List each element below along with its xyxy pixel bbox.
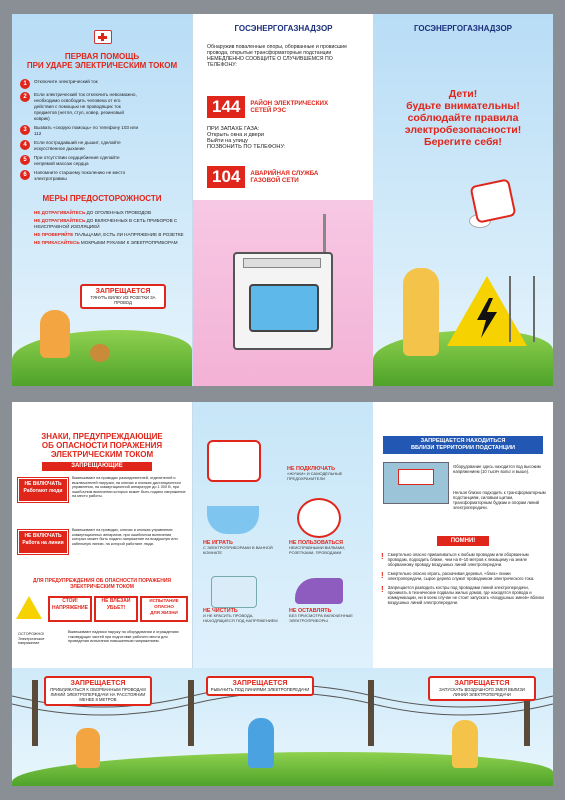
substation-p2: Нельзя близко подходить к трансформаторным подстанциям, силовым щитам, трансформаторным будкам и опорам линий электропередачи. — [453, 490, 546, 510]
phones-panel — [192, 14, 375, 386]
sign-do-not-climb: НЕ ВЛЕЗАЙ УБЬЕТ! — [94, 596, 138, 622]
gosenergogaznadzor-header: ГОСЭНЕРГОГАЗНАДЗОР — [413, 24, 513, 33]
signs-title: ЗНАКИ, ПРЕДУПРЕЖДАЮЩИЕ ОБ ОПАСНОСТИ ПОРАЖЕНИЯ ЭЛЕКТРИЧЕСКИМ ТОКОМ — [41, 432, 163, 459]
banner-fishing: ЗАПРЕЩАЕТСЯ РЫБАЧИТЬ ПОД ЛИНИЯМИ ЭЛЕКТРОПЕРЕДАЧИ — [206, 676, 314, 696]
gas-pipe — [323, 214, 326, 252]
first-aid-panel — [12, 14, 192, 386]
illustration-strip — [12, 668, 553, 786]
list-item: 3 Вызвать «скорую помощь» по телефону 103 или 112 — [20, 125, 140, 137]
exclamation-icon: ! — [381, 571, 384, 580]
girl-illustration — [403, 268, 439, 356]
list-item: НЕ ДОТРАГИВАЙТЕСЬ ДО ОГОЛЕННЫХ ПРОВОДОВ — [34, 210, 152, 215]
paint-brush-illustration — [211, 576, 257, 608]
power-pole — [32, 680, 38, 746]
broken-plug-illustration — [297, 498, 341, 538]
list-item: 6 Напомните старшему поколению не место электротравмы — [20, 170, 140, 182]
exclamation-icon: ! — [381, 552, 384, 561]
brochure-inside — [12, 402, 553, 786]
banner-broken-wires: ЗАПРЕЩАЕТСЯ ПРИБЛИЖАТЬСЯ К ОБОРВАННЫМ ПРОВОДАМ ЛИНИЙ ЭЛЕКТРОПЕРЕДАЧИ НА РАССТОЯНИИ МЕНЕЕ 8 МЕТРОВ — [44, 676, 152, 706]
substation-p1: Оборудование здесь находится под высоким напряжением (10 тысяч вольт и выше). — [453, 464, 541, 474]
fishing-boy-illustration — [248, 718, 274, 768]
iron-illustration — [295, 578, 343, 604]
boy-illustration — [40, 310, 70, 358]
kite-girl-illustration — [452, 720, 478, 768]
precautions-list — [34, 208, 184, 248]
list-item: 5 При отсутствии сердцебиения сделайте непрямой массаж сердца — [20, 155, 140, 167]
phone-number: 144 — [207, 96, 245, 118]
list-item: ! Смертельно опасно играть, раскачивая деревья, «близ» линии электропередачи, сырое дерево служит проводником электрического тока. — [381, 571, 535, 581]
sign1-description: Вывешивают на приводах разъединителей, отделителей и выключателей нагрузки, на ключах и кнопках дистанционного управления, на коммутационной аппаратуре до 1 000 В, при ошибочном включении которых может быть подано напряжение на место работы. — [72, 476, 186, 499]
list-item: НЕ ДОТРАГИВАЙТЕСЬ ДО ВКЛЮЧЕННЫХ В СЕТЬ ПРИБОРОВ С НЕИСПРАВНОЙ ИЗОЛЯЦИЕЙ — [34, 218, 178, 229]
list-item: 2 Если электрический ток отключить невозможно, необходимо освободить человека от его действия с помощью не проводящих ток предметов (нетля, стул, ковер, резиновый коврик) — [20, 92, 140, 122]
first-aid-kit-icon — [94, 30, 112, 44]
forbidden-plate: ЗАПРЕЩАЕТСЯ ТЯНУТЬ ВИЛКУ ИЗ РОЗЕТКИ ЗА ПРОВОД — [80, 284, 166, 309]
caution-description: Вывешивают надписи наружу на оборудовании и ограждениях токоведущих частей при подготовке рабочего места для проведения испытания повышенным напряжением. — [68, 630, 179, 644]
list-item: 4 Если пострадавший не дышит, сделайте искусственное дыхание — [20, 140, 140, 152]
rule-item: НЕ ПОДКЛЮЧАТЬ «ЖУЧКИ» И САМОДЕЛЬНЫЕ ПРЕДОХРАНИТЕЛИ — [287, 466, 343, 481]
boy-illustration — [76, 728, 100, 768]
cover-panel — [373, 14, 553, 386]
power-pole — [368, 680, 374, 746]
rule-item: НЕ ИГРАТЬ С ЭЛЕКТРОПРИБОРАМИ В ВАННОЙ КОМНАТЕ — [203, 540, 273, 555]
caution-label: ОСТОРОЖНО! Электрическое напряжение — [18, 632, 45, 646]
rule-item: НЕ ОСТАВЛЯТЬ БЕЗ ПРИСМОТРА ВКЛЮЧЕННЫЕ ЭЛЕКТРОПРИБОРЫ — [289, 608, 353, 623]
phone-number: 104 — [207, 166, 245, 188]
list-item: НЕ ПРОВЕРЯЙТЕ ПАЛЬЦАМИ, ЕСТЬ ЛИ НАПРЯЖЕНИЕ В РОЗЕТКЕ — [34, 232, 184, 237]
sign-do-not-switch-line-work: НЕ ВКЛЮЧАТЬ Работа на линии — [18, 530, 68, 554]
first-aid-title: ПЕРВАЯ ПОМОЩЬ ПРИ УДАРЕ ЭЛЕКТРИЧЕСКИМ ТОКОМ — [26, 52, 178, 70]
sign-test-dangerous: ИСПЫТАНИЕ ОПАСНО ДЛЯ ЖИЗНИ — [140, 596, 188, 622]
lightning-mascot-illustration — [469, 178, 516, 223]
list-item: НЕ ПРИКАСАЙТЕСЬ МОКРЫМИ РУКАМИ К ЭЛЕКТРОПРИБОРАМ — [34, 240, 178, 245]
brochure-outside — [12, 14, 553, 386]
safety-slogan: Дети! будьте внимательны! соблюдайте правила электробезопасности! Берегите себя! — [404, 88, 522, 148]
bathtub-illustration — [207, 506, 259, 534]
lightning-triangle-icon — [16, 596, 42, 619]
phone-104: 104 АВАРИЙНАЯ СЛУЖБА ГАЗОВОЙ СЕТИ — [207, 166, 330, 188]
sign2-description: Вывешивают на приводах, ключах и кнопках управления коммутационных аппаратов, при ошибочном включении которых может быть подано напряжение на воздушную или кабельную линию, на которой работают люди. — [72, 528, 178, 546]
gosenergogaznadzor-header: ГОСЭНЕРГОГАЗНАДЗОР — [234, 24, 333, 33]
socket-character-illustration — [207, 440, 261, 482]
phone-144: 144 РАЙОН ЭЛЕКТРИЧЕСКИХ СЕТЕЙ РЭС — [207, 96, 330, 118]
warning-header: ДЛЯ ПРЕДУПРЕЖДЕНИЯ ОБ ОПАСНОСТИ ПОРАЖЕНИЯ ЭЛЕКТРИЧЕСКИМ ТОКОМ — [32, 578, 172, 590]
substation-illustration — [383, 462, 449, 504]
sign-do-not-switch-people-working: НЕ ВКЛЮЧАТЬ Работают люди — [18, 478, 68, 502]
exclamation-icon: ! — [381, 585, 384, 594]
rule-item: НЕ ПОЛЬЗОВАТЬСЯ НЕИСПРАВНЫМИ ВИЛКАМИ, РОЗЕТКАМИ, ПРОВОДАМИ — [289, 540, 346, 555]
first-aid-steps — [20, 76, 140, 185]
banner-kite: ЗАПРЕЩАЕТСЯ ЗАПУСКАТЬ ВОЗДУШНОГО ЗМЕЯ ВБЛИЗИ ЛИНИЙ ЭЛЕКТРОПЕРЕДАЧИ — [428, 676, 536, 701]
list-item: ! Смертельно опасно приваливаться к любым проводам или оборванным проводам, подходить ближе, чем на 8–10 метров к лежащему на земле оборванному проводу воздушных линий электропередачи. — [381, 552, 529, 567]
sign-stop-voltage: СТОЙ! НАПРЯЖЕНИЕ — [48, 596, 92, 622]
gas-instructions: ПРИ ЗАПАХЕ ГАЗА: Открыть окна и двери Выйти на улицу ПОЗВОНИТЬ ПО ТЕЛЕФОНУ: — [207, 126, 286, 150]
list-item: 1 Отключите электрический ток — [20, 79, 140, 89]
precautions-title: МЕРЫ ПРЕДОСТОРОЖНОСТИ — [42, 194, 162, 203]
damage-report-intro: Обнаружив поваленные опоры, оборванные и провисшие провода, открытые трансформаторные подстанции НЕМЕДЛЕННО СООБЩИТЕ О СЛУЧИВШЕМСЯ ПО ТЕЛЕФОНУ: — [207, 44, 347, 68]
list-item: ! Запрещается разводить костры под проводами линий электропередачи, проникать в технические подвалы жилых домов, где находятся провода и коммуникации, ни в коем случае не стоит запускать «воздушных змеев» вблизи воздушных линий электропередачи. — [381, 585, 544, 605]
power-pylon-illustration — [509, 276, 535, 342]
rule-item: НЕ ЧИСТИТЬ И НЕ КРАСИТЬ ПРОВОДА, НАХОДЯЩИЕСЯ ПОД НАПРЯЖЕНИЕМ — [203, 608, 278, 623]
remember-list — [381, 552, 545, 605]
substation-title: ЗАПРЕЩАЕТСЯ НАХОДИТЬСЯ ВБЛИЗИ ТЕРРИТОРИИ ПОДСТАНЦИИ — [383, 436, 543, 454]
dog-illustration — [90, 344, 110, 362]
remember-badge: ПОМНИ! — [437, 536, 489, 546]
prohibiting-header: ЗАПРЕЩАЮЩИЕ — [42, 462, 152, 471]
gas-stove-character — [233, 252, 333, 350]
power-pole — [188, 680, 194, 746]
